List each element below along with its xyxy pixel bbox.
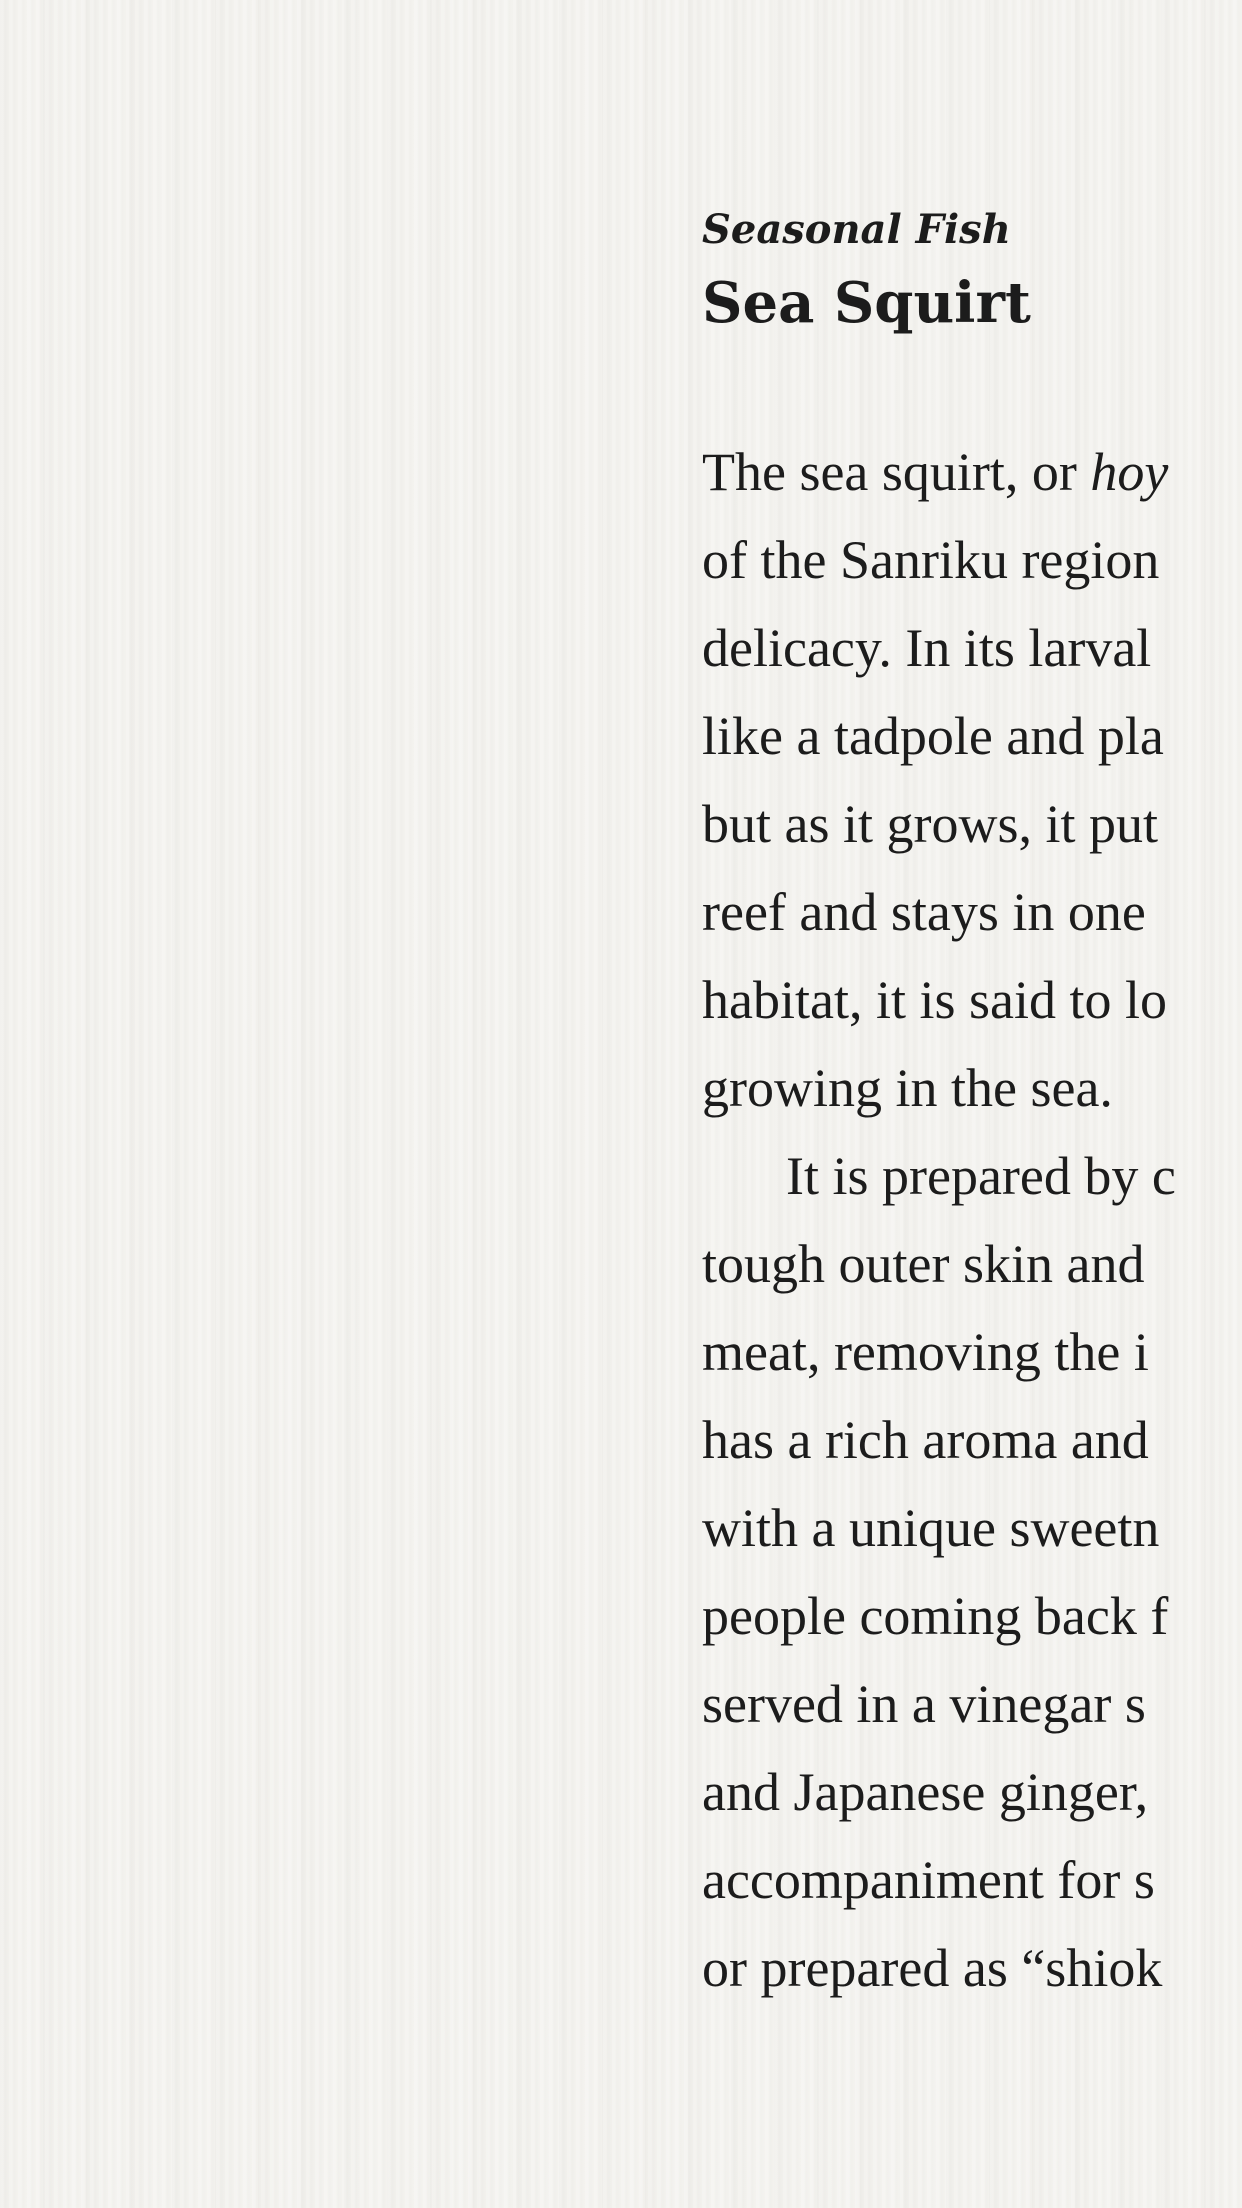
paragraph-1-line-3: delicacy. In its larval	[702, 618, 1152, 678]
paragraph-2-line-9: accompaniment for s	[702, 1850, 1155, 1910]
paragraph-2-line-8: and Japanese ginger,	[702, 1762, 1149, 1822]
article-body	[702, 428, 1242, 2012]
paragraph-1-line-8: growing in the sea.	[702, 1058, 1113, 1118]
paragraph-1-line-1-text: The sea squirt, or	[702, 442, 1091, 502]
article-category: Seasonal Fish	[702, 206, 1011, 253]
paragraph-2-line-7: served in a vinegar s	[702, 1674, 1146, 1734]
paragraph-2-line-6: people coming back f	[702, 1586, 1169, 1646]
paragraph-2-line-3: meat, removing the i	[702, 1322, 1149, 1382]
paragraph-1-line-5: but as it grows, it put	[702, 794, 1158, 854]
paragraph-2-line-2: tough outer skin and	[702, 1234, 1145, 1294]
paragraph-1-italic-term: hoy	[1090, 442, 1169, 502]
paragraph-2-line-5: with a unique sweetn	[702, 1498, 1160, 1558]
paragraph-2-line-1: It is prepared by c	[786, 1146, 1176, 1206]
article-title: Sea Squirt	[702, 270, 1031, 336]
article	[702, 200, 1242, 2012]
paragraph-1-line-7: habitat, it is said to lo	[702, 970, 1167, 1030]
paragraph-1-line-2: of the Sanriku region	[702, 530, 1160, 590]
paragraph-1-line-4: like a tadpole and pla	[702, 706, 1164, 766]
paragraph-1-line-6: reef and stays in one	[702, 882, 1146, 942]
paragraph-2-line-4: has a rich aroma and	[702, 1410, 1149, 1470]
paragraph-2-line-10: or prepared as “shiok	[702, 1938, 1163, 1998]
paragraph-1-line-1	[702, 428, 1242, 516]
